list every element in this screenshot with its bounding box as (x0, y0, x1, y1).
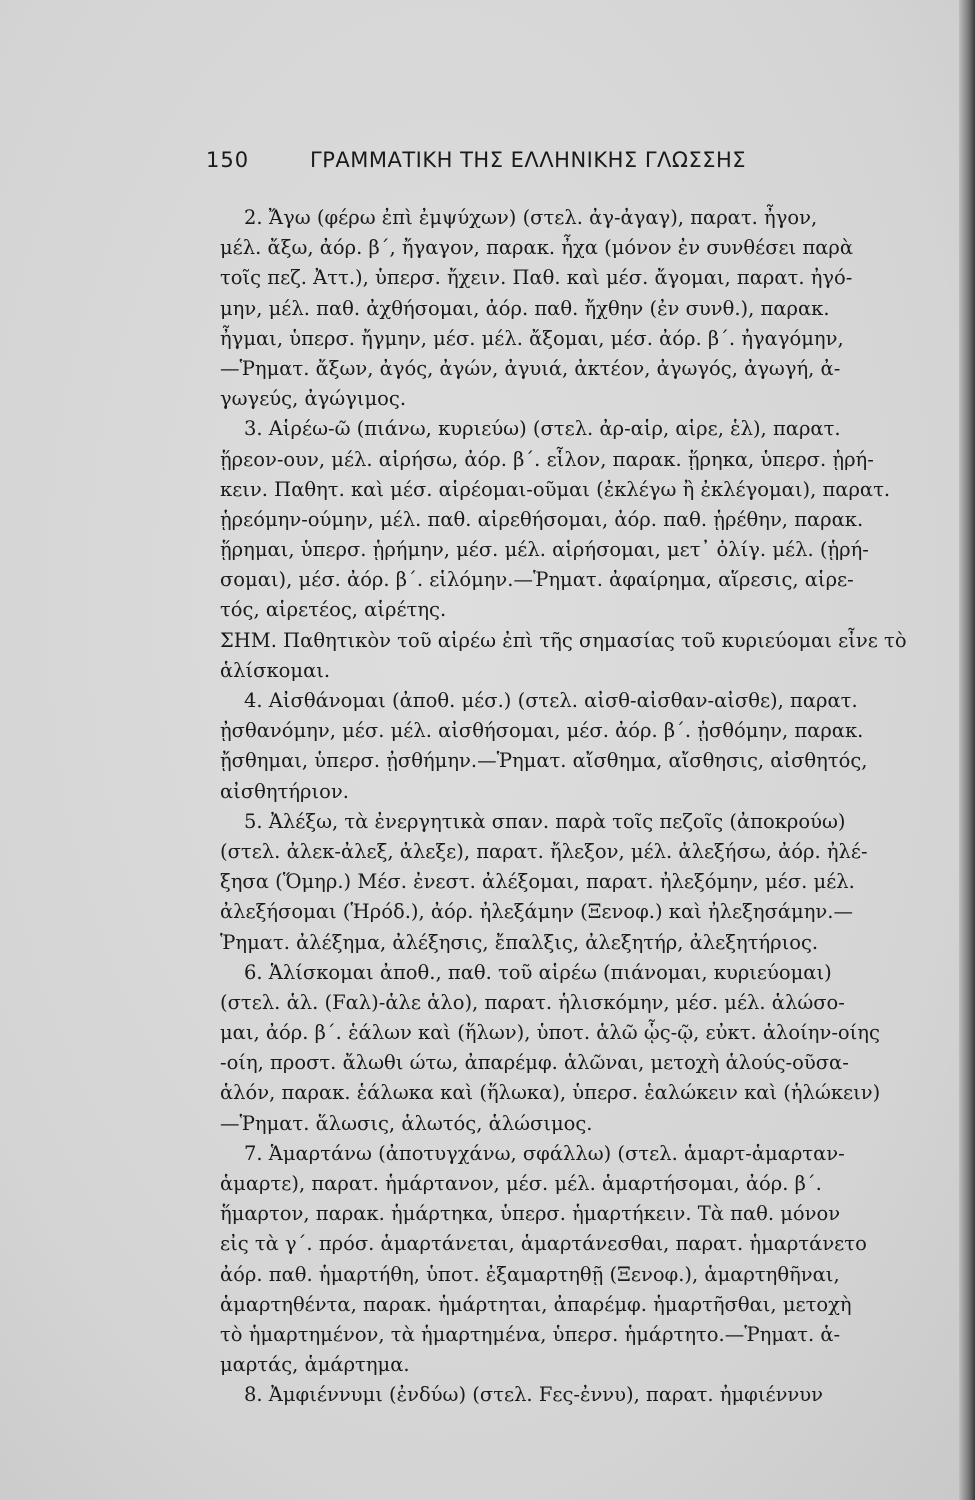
text-line: μέλ. ἄξω, ἀόρ. β΄, ἤγαγον, παρακ. ἦχα (μόνον ἐν συνθέσει παρὰ (220, 236, 854, 260)
text-line: 4. Αἰσθάνομαι (ἀποθ. μέσ.) (στελ. αἰσθ-αἰσθαν-αἰσθε), παρατ. (244, 689, 858, 712)
text-line: κειν. Παθητ. καὶ μέσ. αἱρέομαι-οῦμαι (ἐκλέγω ἢ ἐκλέγομαι), παρατ. (220, 477, 891, 501)
page-edge-shadow (959, 0, 975, 1500)
text-line: ᾐσθανόμην, μέσ. μέλ. αἰσθήσομαι, μέσ. ἀόρ. β΄. ᾐσθόμην, παρακ. (220, 719, 864, 743)
body-text (220, 203, 950, 1411)
text-line: μην, μέλ. παθ. ἀχθήσομαι, ἀόρ. παθ. ἤχθην (ἐν συνθ.), παρακ. (220, 296, 830, 320)
text-line: —Ῥηματ. ἄξων, ἀγός, ἀγών, ἀγυιά, ἀκτέον, ἀγωγός, ἀγωγή, ἀ- (220, 356, 841, 380)
text-line: σομαι), μέσ. ἀόρ. β΄. εἱλόμην.—Ῥηματ. ἀφαίρημα, αἵρεσις, αἱρε- (220, 568, 854, 592)
running-title: ΓΡΑΜΜΑΤΙΚΗ ΤΗΣ ΕΛΛΗΝΙΚΗΣ ΓΛΩΣΣΗΣ (310, 148, 747, 172)
text-line: τός, αἱρετέος, αἱρέτης. (220, 598, 447, 622)
text-line: ἥμαρτον, παρακ. ἡμάρτηκα, ὑπερσ. ἡμαρτήκειν. Τὰ παθ. μόνον (220, 1202, 841, 1226)
text-line: ᾔσθημαι, ὑπερσ. ᾐσθήμην.—Ῥηματ. αἴσθημα, αἴσθησις, αἰσθητός, (220, 749, 868, 773)
text-line: γωγεύς, ἀγώγιμος. (220, 387, 407, 411)
text-line: τὸ ἡμαρτημένον, τὰ ἡμαρτημένα, ὑπερσ. ἡμάρτητο.—Ῥηματ. ἁ- (220, 1322, 841, 1346)
page-number: 150 (206, 148, 250, 172)
text-line: ἀόρ. παθ. ἡμαρτήθη, ὑποτ. ἐξαμαρτηθῇ (Ξενοφ.), ἁμαρτηθῆναι, (220, 1262, 840, 1286)
text-line: ᾕρημαι, ὑπερσ. ᾑρήμην, μέσ. μέλ. αἱρήσομαι, μετ᾽ ὀλίγ. μέλ. (ᾑρή- (220, 538, 869, 562)
text-line: μαρτάς, ἁμάρτημα. (220, 1353, 410, 1377)
text-line: ἁμαρτηθέντα, παρακ. ἡμάρτηται, ἀπαρέμφ. ἡμαρτῆσθαι, μετοχὴ (220, 1292, 852, 1316)
text-line: ᾑρεόμην-ούμην, μέλ. παθ. αἱρεθήσομαι, ἀόρ. παθ. ᾑρέθην, παρακ. (220, 507, 864, 531)
text-line: 3. Αἱρέω-ῶ (πιάνω, κυριεύω) (στελ. ἀρ-αἱρ, αἱρε, ἑλ), παρατ. (244, 417, 841, 441)
text-line: —Ῥηματ. ἅλωσις, ἁλωτός, ἁλώσιμος. (220, 1111, 593, 1135)
text-line: ἁλόν, παρακ. ἑάλωκα καὶ (ἥλωκα), ὑπερσ. ἑαλώκειν καὶ (ἡλώκειν) (220, 1081, 881, 1105)
text-line: ἁλίσκομαι. (220, 658, 331, 682)
text-line: ἁμαρτε), παρατ. ἡμάρτανον, μέσ. μέλ. ἁμαρτήσομαι, ἀόρ. β΄. (220, 1172, 822, 1195)
text-line: ἀλεξήσομαι (Ἡρόδ.), ἀόρ. ἠλεξάμην (Ξενοφ.) καὶ ἠλεξησάμην.— (220, 900, 853, 924)
text-line: μαι, ἀόρ. β΄. ἑάλων καὶ (ἥλων), ὑποτ. ἁλῶ ᾧς-ῷ, εὐκτ. ἁλοίην-οίης (220, 1021, 880, 1045)
text-line: 2. Ἄγω (φέρω ἐπὶ ἐμψύχων) (στελ. ἀγ-ἀγαγ), παρατ. ἦγον, (244, 206, 818, 229)
text-line: (στελ. ἁλ. (Fαλ)-ἁλε ἁλο), παρατ. ἡλισκόμην, μέσ. μέλ. ἁλώσο- (220, 990, 845, 1014)
text-line: εἰς τὰ γ΄. πρόσ. ἁμαρτάνεται, ἁμαρτάνεσθαι, παρατ. ἡμαρτάνετο (220, 1232, 867, 1256)
text-line: 5. Ἀλέξω, τὰ ἐνεργητικὰ σπαν. παρὰ τοῖς πεζοῖς (ἀποκρούω) (244, 809, 846, 833)
text-line: (στελ. ἀλεκ-ἀλεξ, ἀλεξε), παρατ. ἤλεξον, μέλ. ἀλεξήσω, ἀόρ. ἠλέ- (220, 839, 868, 863)
text-line: τοῖς πεζ. Ἀττ.), ὑπερσ. ἤχειν. Παθ. καὶ μέσ. ἄγομαι, παρατ. ἠγό- (220, 266, 853, 290)
text-line: ΣΗΜ. Παθητικὸν τοῦ αἱρέω ἐπὶ τῆς σημασίας τοῦ κυριεύομαι εἶνε τὸ (220, 628, 907, 652)
text-line: Ῥηματ. ἀλέξημα, ἀλέξησις, ἔπαλξις, ἀλεξητήρ, ἀλεξητήριος. (220, 930, 819, 954)
page-header (206, 148, 766, 184)
text-line: ἦγμαι, ὑπερσ. ἤγμην, μέσ. μέλ. ἄξομαι, μέσ. ἀόρ. β΄. ἠγαγόμην, (220, 326, 844, 350)
text-line: ᾕρεον-ουν, μέλ. αἱρήσω, ἀόρ. β΄. εἷλον, παρακ. ᾕρηκα, ὑπερσ. ᾑρή- (220, 447, 874, 471)
text-line: 7. Ἁμαρτάνω (ἀποτυγχάνω, σφάλλω) (στελ. ἁμαρτ-ἁμαρταν- (244, 1141, 845, 1165)
text-line: 8. Ἀμφιέννυμι (ἐνδύω) (στελ. Fες-ἐννυ), παρατ. ἠμφιέννυν (244, 1383, 823, 1407)
text-line: ξησα (Ὅμηρ.) Μέσ. ἐνεστ. ἀλέξομαι, παρατ. ἠλεξόμην, μέσ. μέλ. (220, 870, 855, 894)
text-line: 6. Ἁλίσκομαι ἀποθ., παθ. τοῦ αἱρέω (πιάνομαι, κυριεύομαι) (244, 960, 832, 984)
text-line: αἰσθητήριον. (220, 779, 349, 803)
text-line: -οίη, προστ. ἄλωθι ώτω, ἀπαρέμφ. ἁλῶναι, μετοχὴ ἁλούς-οῦσα- (220, 1051, 849, 1075)
